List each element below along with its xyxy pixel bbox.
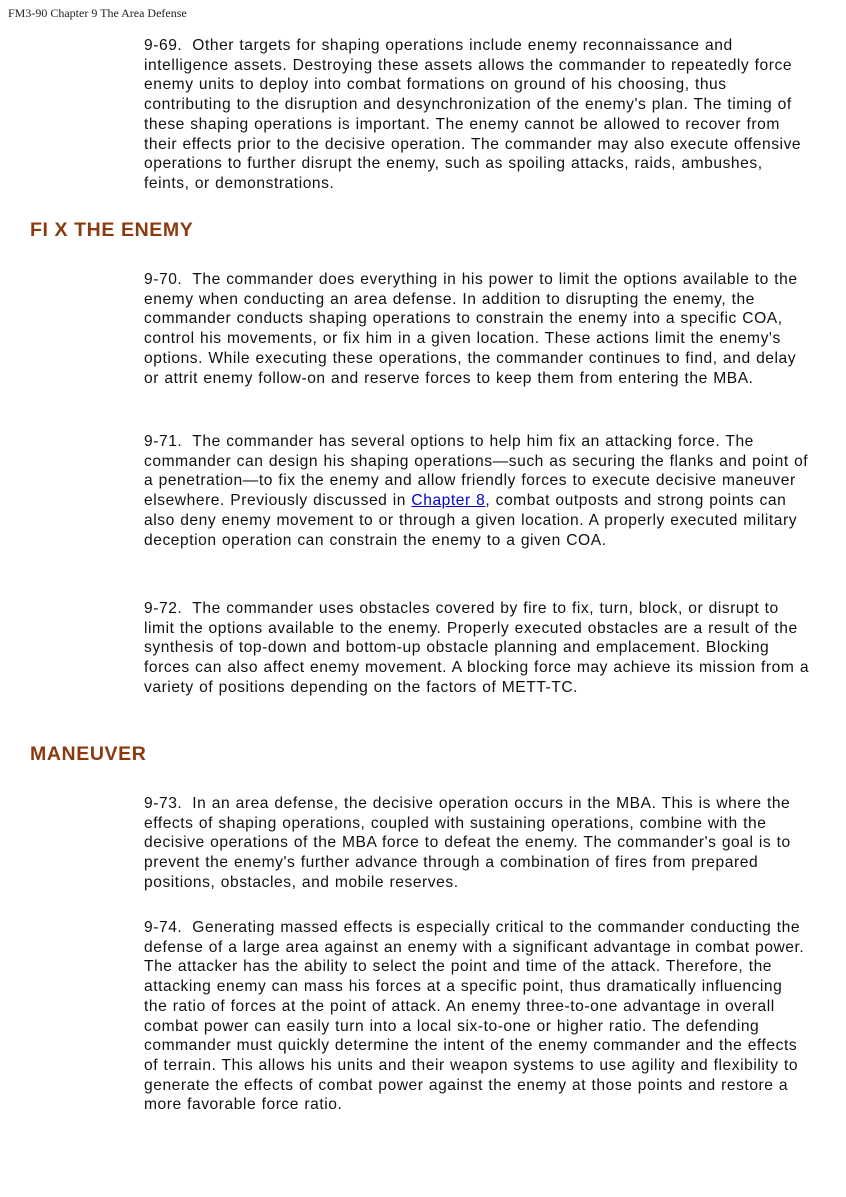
paragraph-text: The commander uses obstacles covered by fire to fix, turn, block, or disrupt to limit the options available to the enemy. Properly executed obstacles are a result of the synthesis of top-down and bottom-up obstacle planning and emplacement. Blocking forces can also affect enemy movement. A blocking force may achieve its mission from a variety of positions depending on the factors of METT-TC. (144, 600, 810, 696)
paragraph-text-before-link: The commander has several options to help him fix an attacking force. The commander can design his shaping operations—such as securing the flanks and point of a penetration—to fix the enemy and allow friendly forces to execute decisive maneuver elsewhere. Previously discussed in (144, 433, 809, 510)
paragraph-text-after-link: , combat outposts and strong points can also deny enemy movement to or through a given location. A properly executed military deception operation can constrain the enemy to a given COA. (144, 492, 798, 549)
paragraph-9-71 (144, 432, 810, 550)
paragraph-number: 9-71. (144, 433, 183, 450)
section-heading-maneuver: MANEUVER (30, 743, 147, 765)
paragraph-text: The commander does everything in his power to limit the options available to the enemy when conducting an area defense. In addition to disrupting the enemy, the commander conducts shaping operations to constrain the enemy into a specific COA, control his movements, or fix him in a given location. These actions limit the enemy's options. While executing these operations, the commander continues to find, and delay or attrit enemy follow-on and reserve forces to keep them from entering the MBA. (144, 271, 798, 387)
paragraph-text: Generating massed effects is especially critical to the commander conducting the defense of a large area against an enemy with a significant advantage in combat power. The attacker has the ability to select the point and time of the attack. Therefore, the attacking enemy can mass his forces at a specific point, thus dramatically influencing the ratio of forces at the point of attack. An enemy three-to-one advantage in overall combat power can easily turn into a local six-to-one or higher ratio. The defending commander must quickly determine the intent of the enemy commander and the effects of terrain. This allows his units and their weapon systems to use agility and flexibility to generate the effects of combat power against the enemy at those points and restore a more favorable force ratio. (144, 919, 805, 1114)
running-header: FM3-90 Chapter 9 The Area Defense (8, 6, 187, 20)
paragraph-9-72 (144, 599, 810, 698)
paragraph-9-74 (144, 918, 810, 1115)
chapter-8-link[interactable]: Chapter 8 (411, 492, 486, 510)
paragraph-text: In an area defense, the decisive operation occurs in the MBA. This is where the effects of shaping operations, coupled with sustaining operations, combine with the decisive operations of the MBA force to defeat the enemy. The commander's goal is to prevent the enemy's further advance through a combination of fires from prepared positions, obstacles, and mobile reserves. (144, 795, 791, 891)
paragraph-text: Other targets for shaping operations include enemy reconnaissance and intelligence assets. Destroying these assets allows the commander to repeatedly force enemy units to deploy into combat formations on ground of his choosing, thus contributing to the disruption and desynchronization of the enemy's plan. The timing of these shaping operations is important. The enemy cannot be allowed to recover from their effects prior to the decisive operation. The commander may also execute offensive operations to further disrupt the enemy, such as spoiling attacks, raids, ambushes, feints, or demonstrations. (144, 37, 802, 192)
paragraph-9-69 (144, 36, 810, 194)
paragraph-number: 9-72. (144, 600, 183, 617)
paragraph-number: 9-70. (144, 271, 183, 288)
paragraph-number: 9-69. (144, 37, 183, 54)
section-heading-fix-the-enemy: FI X THE ENEMY (30, 219, 194, 241)
paragraph-9-73 (144, 794, 810, 893)
paragraph-number: 9-74. (144, 919, 183, 936)
paragraph-9-70 (144, 270, 810, 388)
paragraph-number: 9-73. (144, 795, 183, 812)
